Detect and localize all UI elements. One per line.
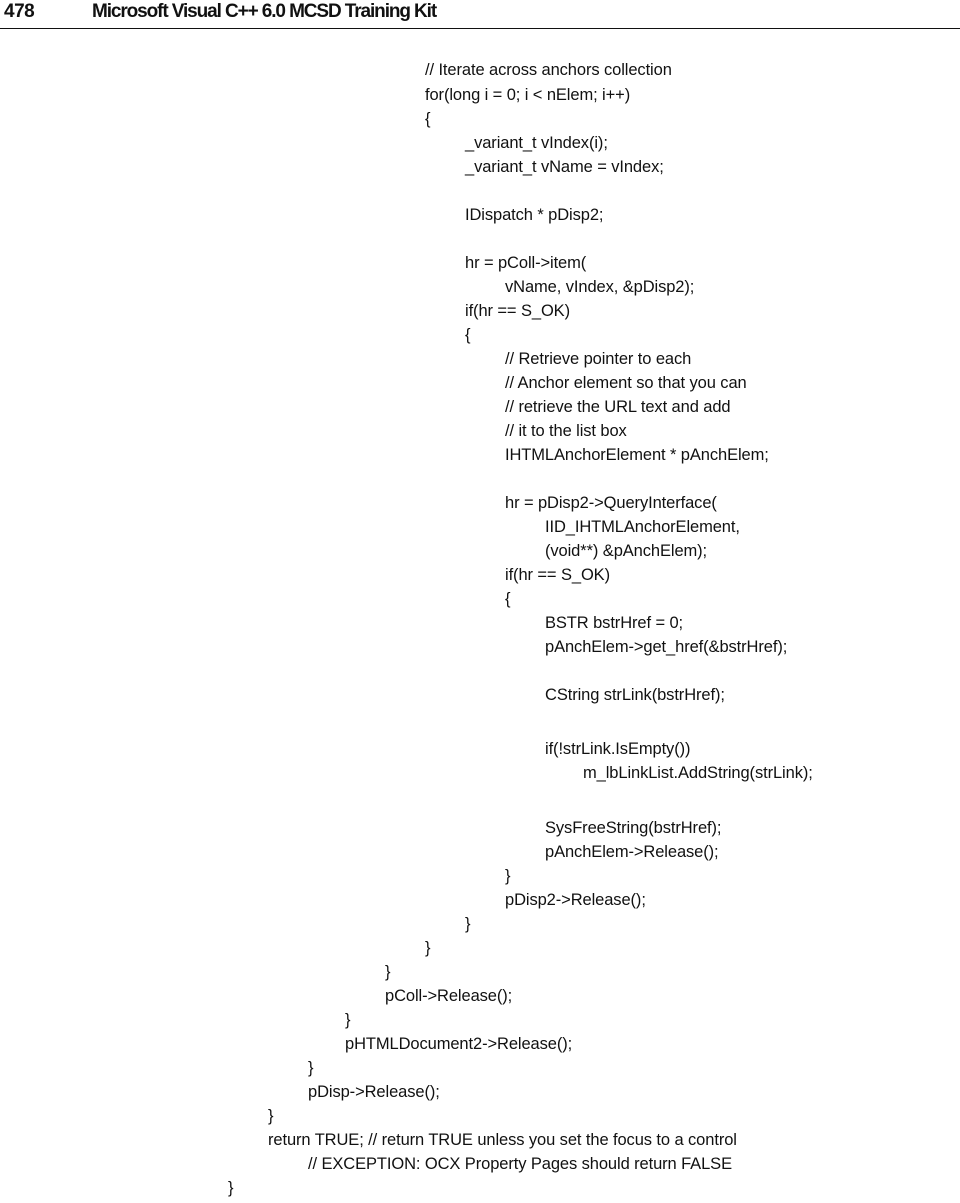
code-brace: { — [425, 110, 431, 128]
code-line: for(long i = 0; i < nElem; i++) — [425, 86, 631, 104]
code-comment: // Retrieve pointer to each — [505, 350, 692, 368]
code-line: IID_IHTMLAnchorElement, — [545, 518, 740, 536]
running-head-title: Microsoft Visual C++ 6.0 MCSD Training Kit — [92, 1, 437, 22]
code-line: (void**) &pAnchElem); — [545, 542, 708, 560]
code-line: hr = pColl->item( — [465, 254, 587, 272]
code-line: hr = pDisp2->QueryInterface( — [505, 494, 717, 512]
code-line: pAnchElem->Release(); — [545, 843, 719, 861]
code-line: SysFreeString(bstrHref); — [545, 819, 722, 837]
code-comment: // Iterate across anchors collection — [425, 61, 672, 79]
code-line: _variant_t vIndex(i); — [465, 134, 608, 152]
code-line: BSTR bstrHref = 0; — [545, 614, 684, 632]
code-line: pAnchElem->get_href(&bstrHref); — [545, 638, 788, 656]
code-brace: { — [465, 326, 471, 344]
code-line: pDisp->Release(); — [308, 1083, 440, 1101]
code-brace: } — [465, 915, 471, 933]
code-brace: } — [268, 1107, 274, 1125]
code-brace: { — [505, 590, 511, 608]
code-brace: } — [308, 1059, 314, 1077]
code-brace: } — [505, 867, 511, 885]
code-comment: // it to the list box — [505, 422, 627, 440]
code-line: m_lbLinkList.AddString(strLink); — [583, 764, 813, 782]
code-line: _variant_t vName = vIndex; — [465, 158, 664, 176]
code-line: pColl->Release(); — [385, 987, 513, 1005]
code-line: vName, vIndex, &pDisp2); — [505, 278, 695, 296]
code-line: if(!strLink.IsEmpty()) — [545, 740, 691, 758]
code-brace: } — [425, 939, 431, 957]
code-line: IHTMLAnchorElement * pAnchElem; — [505, 446, 769, 464]
code-comment: // retrieve the URL text and add — [505, 398, 731, 416]
code-line: pHTMLDocument2->Release(); — [345, 1035, 573, 1053]
code-line: IDispatch * pDisp2; — [465, 206, 604, 224]
code-line: if(hr == S_OK) — [505, 566, 610, 584]
code-line: return TRUE; // return TRUE unless you set the focus to a control — [268, 1131, 737, 1149]
code-line: CString strLink(bstrHref); — [545, 686, 725, 704]
page-number: 478 — [4, 1, 35, 22]
code-line: if(hr == S_OK) — [465, 302, 570, 320]
code-comment: // Anchor element so that you can — [505, 374, 747, 392]
code-brace: } — [345, 1011, 351, 1029]
code-line: pDisp2->Release(); — [505, 891, 646, 909]
code-comment: // EXCEPTION: OCX Property Pages should return FALSE — [308, 1155, 732, 1173]
code-brace: } — [385, 963, 391, 981]
code-brace: } — [228, 1179, 234, 1197]
